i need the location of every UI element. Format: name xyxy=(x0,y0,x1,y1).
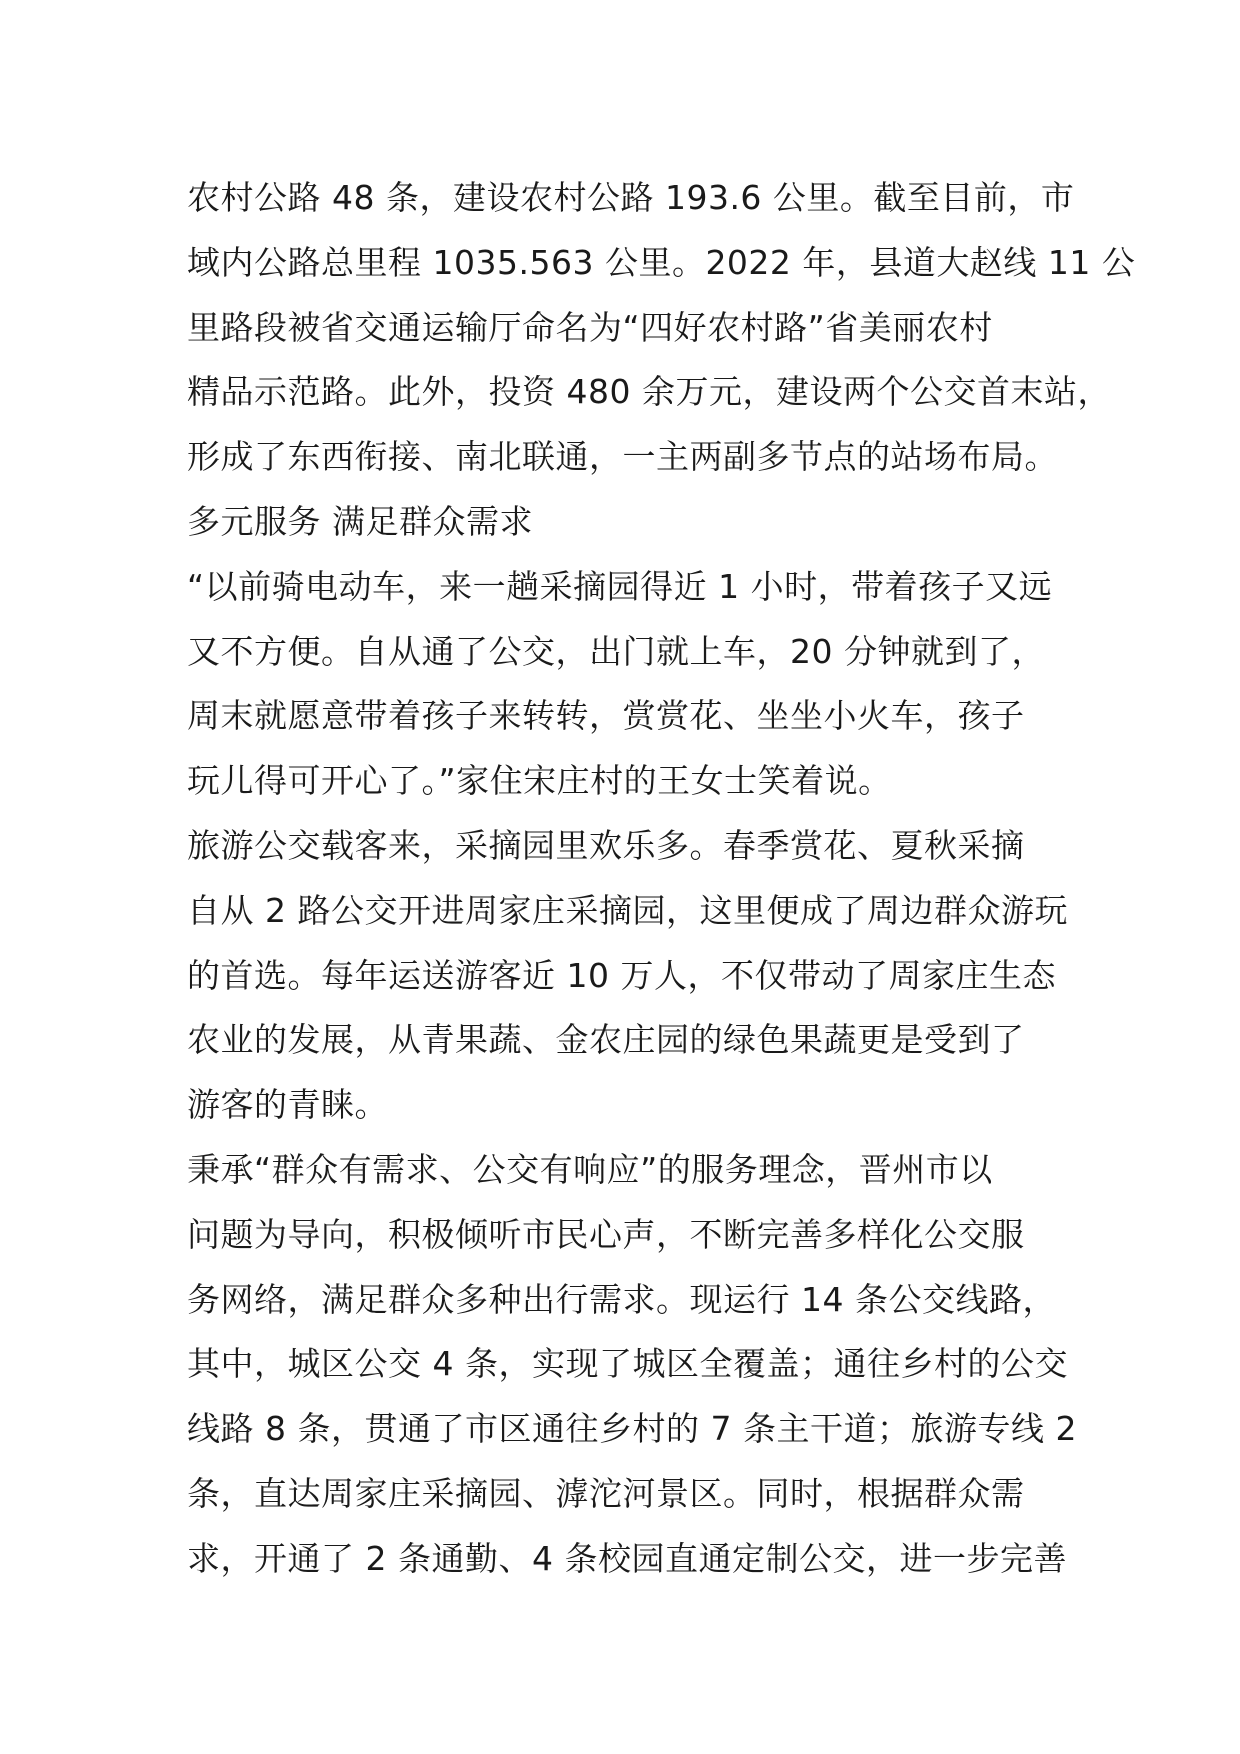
document-body xyxy=(187,166,1136,1592)
text-line: 周末就愿意带着孩子来转转，赏赏花、坐坐小火车，孩子 xyxy=(187,696,1025,736)
text-line: 务网络，满足群众多种出行需求。现运行 14 条公交线路， xyxy=(187,1279,1056,1319)
text-line: 玩儿得可开心了。”家住宋庄村的王女士笑着说。 xyxy=(187,761,892,801)
text-line: 自从 2 路公交开进周家庄采摘园，这里便成了周边群众游玩 xyxy=(187,890,1068,930)
text-line: 求，开通了 2 条通勤、4 条校园直通定制公交，进一步完善 xyxy=(187,1538,1067,1578)
text-line: 旅游公交载客来，采摘园里欢乐多。春季赏花、夏秋采摘 xyxy=(187,825,1025,865)
text-line: 问题为导向，积极倾听市民心声，不断完善多样化公交服 xyxy=(187,1214,1025,1254)
text-line: “以前骑电动车，来一趟采摘园得近 1 小时，带着孩子又远 xyxy=(187,566,1053,606)
text-line: 里路段被省交通运输厅命名为“四好农村路”省美丽农村 xyxy=(187,307,993,347)
text-line: 农村公路 48 条，建设农村公路 193.6 公里。截至目前，市 xyxy=(187,178,1075,217)
text-line: 的首选。每年运送游客近 10 万人，不仅带动了周家庄生态 xyxy=(187,955,1056,995)
text-line: 域内公路总里程 1035.563 公里。2022 年，县道大赵线 11 公 xyxy=(187,242,1136,282)
text-line: 游客的青睐。 xyxy=(187,1085,388,1125)
text-line: 农业的发展，从青果蔬、金农庄园的绿色果蔬更是受到了 xyxy=(187,1020,1025,1060)
text-line: 形成了东西衔接、南北联通，一主两副多节点的站场布局。 xyxy=(187,437,1058,477)
text-line: 线路 8 条，贯通了市区通往乡村的 7 条主干道；旅游专线 2 xyxy=(187,1409,1077,1449)
text-line: 其中，城区公交 4 条，实现了城区全覆盖；通往乡村的公交 xyxy=(187,1344,1068,1384)
text-line: 条，直达周家庄采摘园、滹沱河景区。同时，根据群众需 xyxy=(187,1473,1025,1513)
text-line: 秉承“群众有需求、公交有响应”的服务理念，晋州市以 xyxy=(187,1149,993,1189)
text-line: 精品示范路。此外，投资 480 余万元，建设两个公交首末站， xyxy=(187,372,1111,412)
section-heading: 多元服务 满足群众需求 xyxy=(187,501,533,541)
text-line: 又不方便。自从通了公交，出门就上车，20 分钟就到了， xyxy=(187,631,1045,671)
